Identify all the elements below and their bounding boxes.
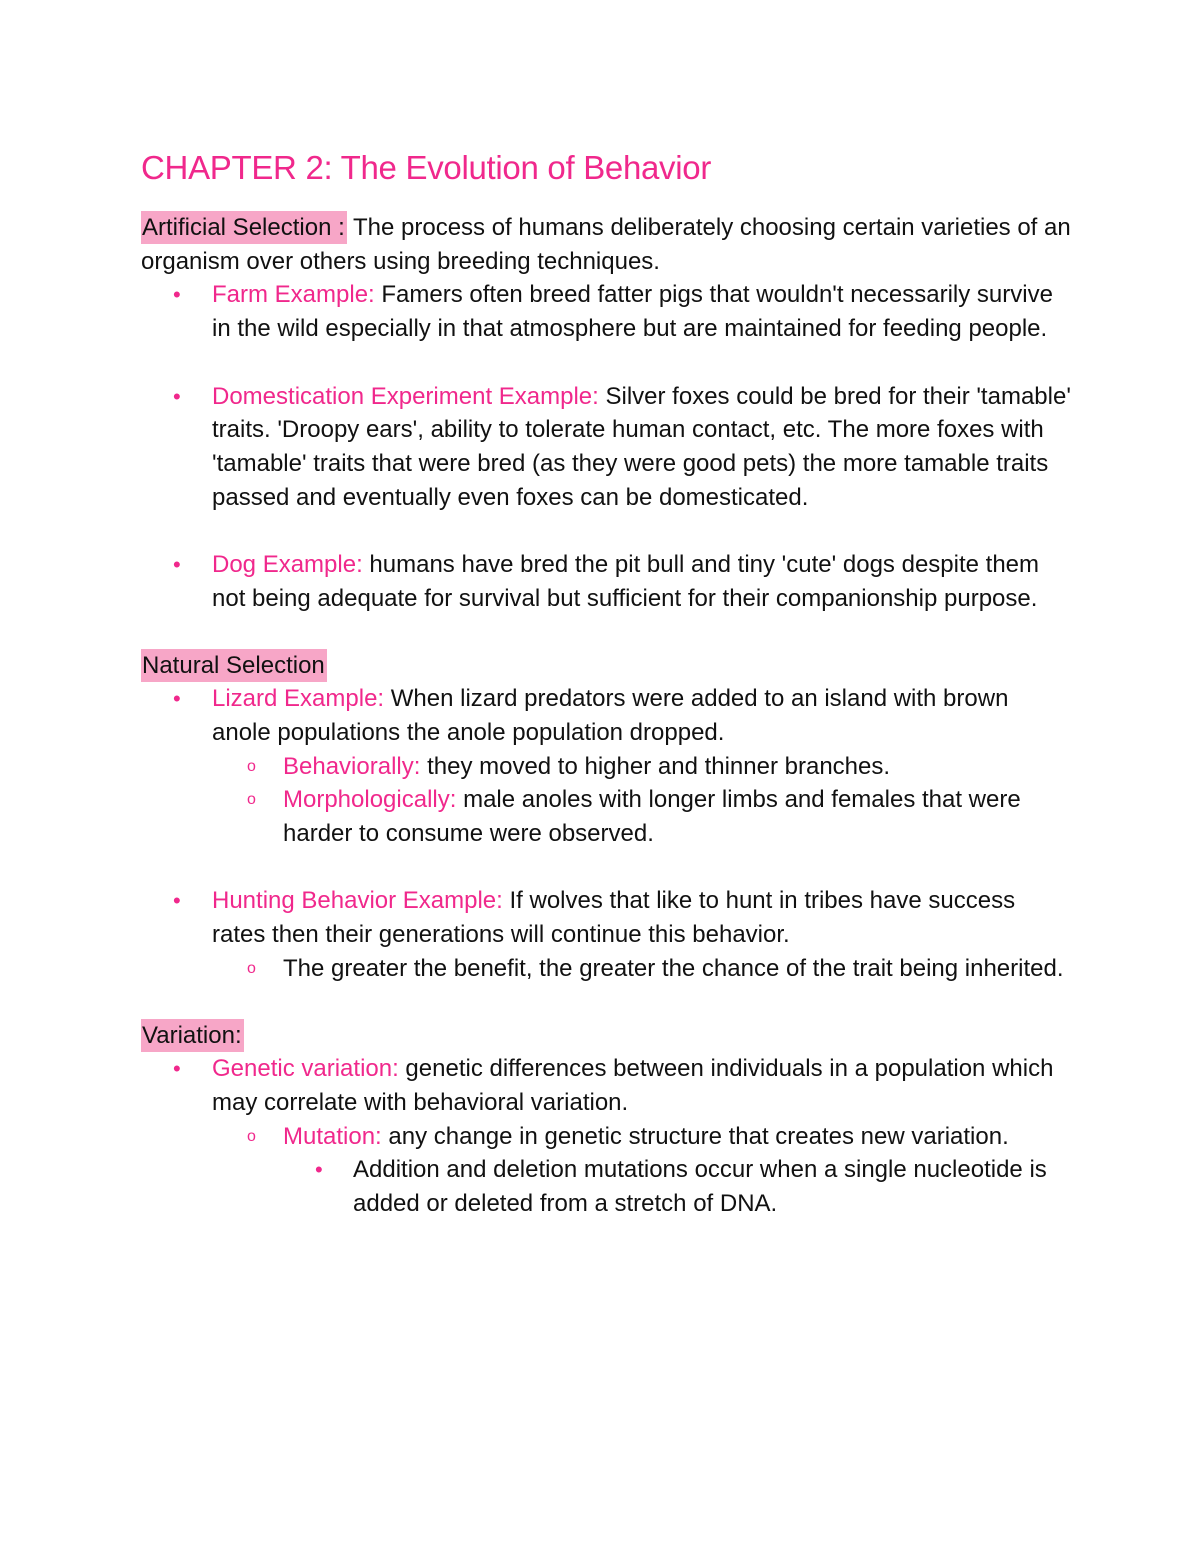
bullet-dot-icon: •	[173, 282, 181, 308]
bullet-dot-icon: •	[173, 552, 181, 577]
dog-example-label: Dog Example:	[212, 551, 363, 578]
genetic-variation-label: Genetic variation:	[212, 1055, 399, 1083]
morphologically-label: Morphologically:	[283, 786, 457, 814]
list-item-addition-deletion	[283, 1153, 1071, 1220]
variation-heading: Variation:	[141, 1019, 244, 1052]
hunting-example-label: Hunting Behavior Example:	[212, 887, 503, 915]
spacer	[141, 514, 1071, 548]
bullet-dot-icon: •	[173, 1056, 181, 1082]
variation-heading-row	[141, 1019, 1071, 1052]
lizard-example-text: When lizard predators were added to an island with brown anole populations the anole population dropped.	[212, 685, 1009, 746]
document-page	[141, 148, 1071, 1221]
mutation-label: Mutation:	[283, 1122, 382, 1150]
section-spacer	[141, 985, 1071, 1019]
spacer	[141, 851, 1071, 885]
behaviorally-label: Behaviorally:	[283, 752, 421, 780]
bullet-dot-icon: •	[173, 686, 181, 712]
list-item-domestication-example	[141, 380, 1071, 515]
list-item-behaviorally	[212, 750, 1071, 784]
circle-bullet-icon: o	[247, 757, 256, 775]
hunting-example-text: If wolves that like to hunt in tribes have success rates then their generations will continue this behavior.	[212, 887, 1016, 948]
domestication-example-text: Silver foxes could be bred for their 'tamable' traits. 'Droopy ears', ability to tolerate human contact, etc. The more foxes with 'tamable' traits that were bred (as they were good pets) the more tamable traits passed and eventually even foxes can be domesticated.	[212, 382, 1071, 511]
list-item-morphologically	[212, 783, 1071, 850]
natural-selection-heading: Natural Selection	[141, 649, 327, 682]
lizard-example-label: Lizard Example:	[212, 685, 385, 713]
variation-list	[141, 1052, 1071, 1221]
artificial-selection-text: The process of humans deliberately choosing certain varieties of an organism over others using breeding techniques.	[141, 214, 1071, 275]
domestication-example-label: Domestication Experiment Example:	[212, 382, 599, 410]
genetic-variation-text: genetic differences between individuals in a population which may correlate with behavioral variation.	[212, 1055, 1054, 1116]
behaviorally-text: they moved to higher and thinner branches.	[420, 752, 891, 780]
circle-bullet-icon: o	[247, 791, 256, 809]
list-item-mutation	[212, 1120, 1071, 1221]
farm-example-label: Farm Example:	[212, 281, 375, 309]
mutation-text: any change in genetic structure that creates new variation.	[381, 1122, 1009, 1150]
section-spacer	[141, 615, 1071, 649]
bullet-dot-icon: •	[173, 383, 181, 409]
artificial-selection-heading: Artificial Selection :	[141, 211, 347, 244]
spacer	[141, 346, 1071, 380]
list-item-hunting-example	[141, 884, 1071, 985]
morphologically-text: male anoles with longer limbs and females that were harder to consume were observed.	[283, 786, 1021, 847]
list-item-lizard-example	[141, 682, 1071, 851]
list-item-farm-example	[141, 278, 1071, 345]
hunting-sub-list	[212, 952, 1071, 986]
list-item-dog-example	[141, 548, 1071, 615]
natural-selection-heading-row	[141, 649, 1071, 682]
farm-example-text: Famers often breed fatter pigs that wouldn't necessarily survive in the wild especially in that atmosphere but are maintained for feeding people.	[212, 281, 1053, 343]
mutation-sub-list	[283, 1153, 1071, 1220]
lizard-sub-list	[212, 750, 1071, 851]
addition-deletion-text: Addition and deletion mutations occur when a single nucleotide is added or deleted from a stretch of DNA.	[353, 1156, 1047, 1217]
list-item-greater-benefit	[212, 952, 1071, 986]
bullet-dot-icon: •	[173, 888, 181, 914]
chapter-title: CHAPTER 2: The Evolution of Behavior	[141, 149, 712, 186]
circle-bullet-icon: o	[247, 1127, 256, 1145]
dog-example-text: humans have bred the pit bull and tiny 'cute' dogs despite them not being adequate for survival but sufficient for their companionship purpose.	[212, 551, 1040, 612]
artificial-selection-definition	[141, 211, 1071, 278]
artificial-selection-list	[141, 278, 1071, 615]
greater-benefit-text: The greater the benefit, the greater the chance of the trait being inherited.	[283, 954, 1064, 982]
genetic-sub-list	[212, 1120, 1071, 1221]
natural-selection-list	[141, 682, 1071, 985]
bullet-dot-icon: •	[315, 1157, 323, 1183]
circle-bullet-icon: o	[247, 959, 256, 977]
list-item-genetic-variation	[141, 1052, 1071, 1221]
